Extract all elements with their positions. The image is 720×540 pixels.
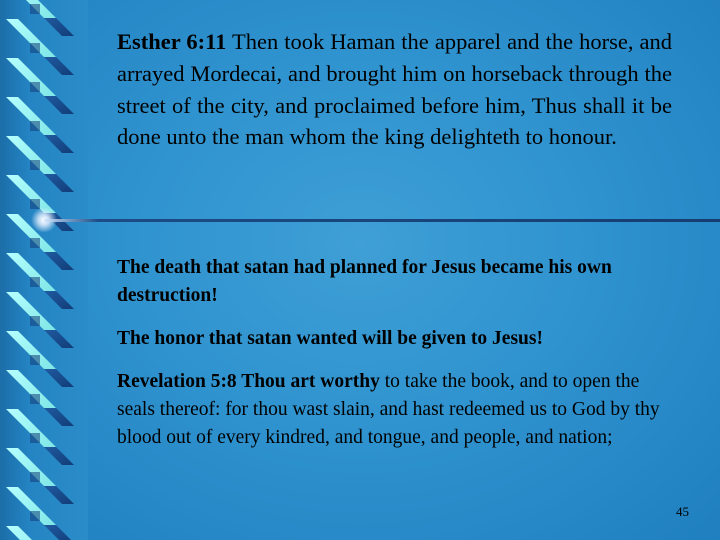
ribbon-decoration (0, 0, 88, 540)
ribbon-knot-6 (30, 238, 40, 248)
ribbon-knot-4 (30, 160, 40, 170)
ribbon-dark-10 (44, 408, 74, 426)
point-death: The death that satan had planned for Jesus became his own destruction! (117, 257, 612, 306)
ribbon-dark-4 (44, 174, 74, 192)
ribbon-knot-10 (30, 394, 40, 404)
revelation-verse (117, 368, 677, 452)
ribbon-dark-9 (44, 369, 74, 387)
ribbon-knot-1 (30, 43, 40, 53)
ribbon-knot-9 (30, 355, 40, 365)
point-honor: The honor that satan wanted will be given to Jesus! (117, 328, 543, 349)
esther-verse-ref: Esther 6:11 (117, 29, 227, 54)
ribbon-knot-12 (30, 472, 40, 482)
ribbon-knot-5 (30, 199, 40, 209)
ribbon-dark-7 (44, 291, 74, 309)
ribbon-knot-13 (30, 511, 40, 521)
ribbon-knot-11 (30, 433, 40, 443)
ribbon-dark-0 (44, 18, 74, 36)
ribbon-knot-8 (30, 316, 40, 326)
page-number: 45 (676, 504, 689, 519)
divider-rule (44, 219, 720, 222)
esther-verse (117, 26, 672, 153)
ribbon-knot-0 (30, 4, 40, 14)
ribbon-dark-3 (44, 135, 74, 153)
ribbon-dark-13 (44, 525, 74, 540)
ribbon-dark-6 (44, 252, 74, 270)
ribbon-knot-3 (30, 121, 40, 131)
ribbon-dark-2 (44, 96, 74, 114)
ribbon-dark-1 (44, 57, 74, 75)
ribbon-dark-12 (44, 486, 74, 504)
ribbon-binding (0, 0, 88, 540)
esther-verse-text: Then took Haman the apparel and the horse, and arrayed Mordecai, and brought him on horseback through the street of the city, and proclaimed before him, Thus shall it be done unto the man whom the king delighteth to honour. (117, 29, 672, 150)
ribbon-dark-11 (44, 447, 74, 465)
ribbon-knot-7 (30, 277, 40, 287)
ribbon-dark-8 (44, 330, 74, 348)
revelation-verse-ref: Revelation 5:8 Thou art worthy (117, 371, 380, 392)
ribbon-knot-2 (30, 82, 40, 92)
revelation-verse-text: to take the book, and to open the seals thereof: for thou wast slain, and hast redeemed us to God by thy blood out of every kindred, and tongue, and people, and nation; (117, 371, 660, 448)
